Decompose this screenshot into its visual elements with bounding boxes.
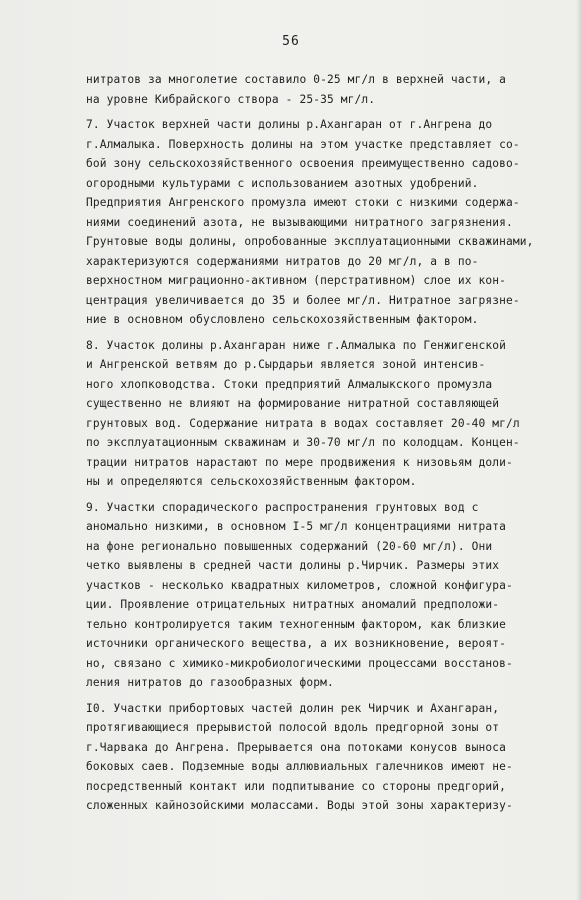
text-line: аномально низкими, в основном I-5 мг/л концентрациями нитрата [86,520,507,533]
text-line: ления нитратов до газообразных форм. [86,676,334,689]
text-line: I0. Участки прибортовых частей долин рек Чирчик и Ахангаран, [86,701,500,715]
text-line: участков - несколько квадратных километров, сложной конфигура- [86,578,513,592]
text-line: огородными культурами с использованием азотных удобрений. [86,176,479,190]
text-line: ции. Проявление отрицательных нитратных аномалий предположи- [86,598,500,611]
text-line: центрация увеличивается до 35 и более мг/л. Нитратное загрязне- [86,293,520,307]
text-line: верхностном миграционно-активном (перстративном) слое их кон- [86,274,507,287]
text-line: Предприятия Ангренского промузла имеют стоки с низкими содержа- [86,196,520,209]
text-line: ны и определяются сельскохозяйственным фактором. [86,475,417,488]
text-line: но, связано с химико-микробиологическими процессами восстанов- [86,656,513,670]
text-line: тельно контролируется таким техногенным фактором, как близкие [86,617,507,631]
text-line: бой зону сельскохозяйственного освоения преимущественно садово- [86,157,520,170]
text-line: трации нитратов нарастают по мере продвижения к низовьям доли- [86,455,513,469]
text-line: источники органического вещества, а их возникновение, вероят- [86,637,507,650]
text-line: г.Алмалыка. Поверхность долины на этом участке представляет со- [86,137,520,151]
text-line: и Ангренской ветвям до р.Сырдарьи является зоной интенсив- [86,358,486,371]
text-line: г.Чарвака до Ангрена. Прерывается она потоками конусов выноса [86,740,507,754]
text-line: 9. Участки спорадического распространения грунтовых вод с [86,500,479,514]
text-line: сложенных кайнозойскими молассами. Воды этой зоны характеризу- [86,799,513,812]
body-text [86,70,582,816]
text-line: ного хлопководства. Стоки предприятий Алмалыкского промузла [86,377,493,391]
text-line: на уровне Кибрайского створа - 25-35 мг/л. [86,92,376,106]
text-line: четко выявлены в средней части долины р.Чирчик. Размеры этих [86,559,500,572]
page-number: 56 [282,34,300,49]
text-line: на фоне регионально повышенных содержаний (20-60 мг/л). Они [86,539,493,553]
text-line: протягивающиеся прерывистой полосой вдоль предгорной зоны от [86,721,500,734]
text-line: характеризуются содержаниями нитратов до 20 мг/л, а в по- [86,254,479,268]
text-line: нитратов за многолетие составило 0-25 мг/л в верхней части, а [86,73,507,86]
text-line: ниями соединений азота, не вызывающими нитратного загрязнения. [86,215,513,229]
text-line: 8. Участок долины р.Ахангаран ниже г.Алмалыка по Генжигенской [86,338,507,352]
page-edge-shadow [576,0,582,900]
text-line: боковых саев. Подземные воды аллювиальных галечников имеют не- [86,760,513,773]
text-line: существенно не влияют на формирование нитратной составляющей [86,397,500,410]
text-line: грунтовых вод. Содержание нитрата в водах составляет 20-40 мг/л [86,416,520,430]
text-line: 7. Участок верхней части долины р.Ахангаран от г.Ангрена до [86,118,493,131]
text-line: ние в основном обусловлено сельскохозяйственным фактором. [86,313,479,326]
text-line: посредственный контакт или подпитывание со стороны предгорий, [86,779,507,793]
text-line: по эксплуатационным скважинам и 30-70 мг/л по колодцам. Концен- [86,436,520,449]
text-line: Грунтовые воды долины, опробованные эксплуатационными скважинами, [86,235,534,248]
